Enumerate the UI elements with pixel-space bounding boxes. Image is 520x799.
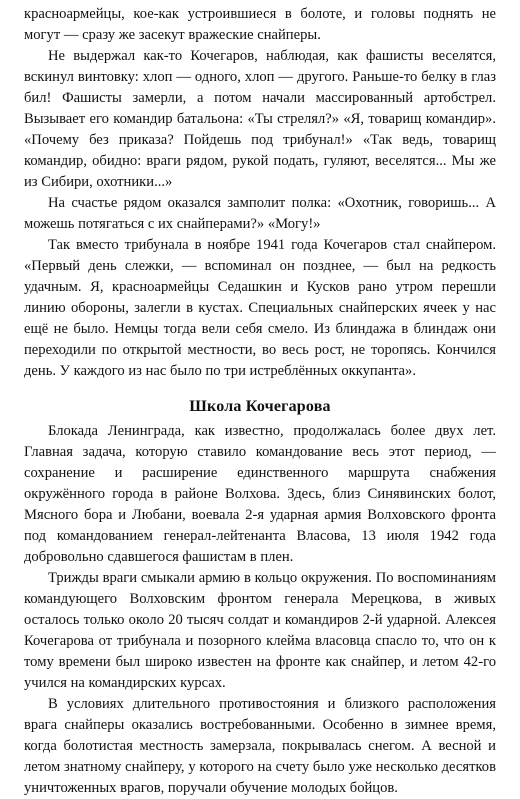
- paragraph-7: В условиях длительного противостояния и близкого расположения врага снайперы оказались востребованными. Особенно в зимнее время, когда болотистая местность замерзала, покрывалась снегом. А весной и летом знатному снайперу, у которого на счету было уже несколько десятков уничтоженных врагов, поручали обучение молодых бойцов.: [24, 696, 496, 796]
- paragraph-2: Не выдержал как-то Кочегаров, наблюдая, как фашисты веселятся, вскинул винтовку: хлоп — одного, хлоп — другого. Раньше-то белку в глаз бил! Фашисты замерли, а потом начали массированный артобстрел. Вызывает его командир батальона: «Ты стрелял?» «Я, товарищ командир». «Почему без приказа? Пойдешь под трибунал!» «Так ведь, товарищ командир, обидно: враги рядом, рукой подать, гуляют, веселятся... Мы же из Сибири, охотники...»: [24, 48, 496, 190]
- document-page: [24, 4, 496, 799]
- paragraph-1: красноармейцы, кое-как устроившиеся в болоте, и головы поднять не могут — сразу же засекут вражеские снайперы.: [24, 6, 496, 43]
- paragraph-4: Так вместо трибунала в ноябре 1941 года Кочегаров стал снайпером. «Первый день слежки, — вспоминал он позднее, — был на редкость удачным. Я, красноармейцы Седашкин и Кусков рано утром перешли линию обороны, залегли в кустах. Специальных снайперских ячеек у нас ещё не было. Немцы тогда вели себя смело. Из блиндажа в блиндаж они переходили по открытой местности, во весь рост, не торопясь. Кончился день. У каждого из нас было по три истреблённых оккупанта».: [24, 237, 496, 379]
- paragraph-3: На счастье рядом оказался замполит полка: «Охотник, говоришь... А можешь потягаться с их снайперами?» «Могу!»: [24, 195, 496, 232]
- paragraph-6: Трижды враги смыкали армию в кольцо окружения. По воспоминаниям командующего Волховским фронтом генерала Мерецкова, в живых осталось только около 20 тысяч солдат и командиров 2-й ударной. Алексея Кочегарова от трибунала и позорного клейма власовца спасло то, что он к тому времени был широко известен на фронте как снайпер, и летом 42-го учился на командирских курсах.: [24, 570, 496, 691]
- paragraph-5: Блокада Ленинграда, как известно, продолжалась более двух лет. Главная задача, которую ставило командование весь этот период, — сохранение и расширение единственного маршрута снабжения окружённого города в районе Волхова. Здесь, близ Синявинских болот, Мясного бора и Любани, воевала 2-я ударная армия Волховского фронта под командованием генерал-лейтенанта Власова, 13 июля 1942 года добровольно сдавшегося фашистам в плен.: [24, 423, 496, 565]
- section-heading: Школа Кочегарова: [189, 398, 331, 415]
